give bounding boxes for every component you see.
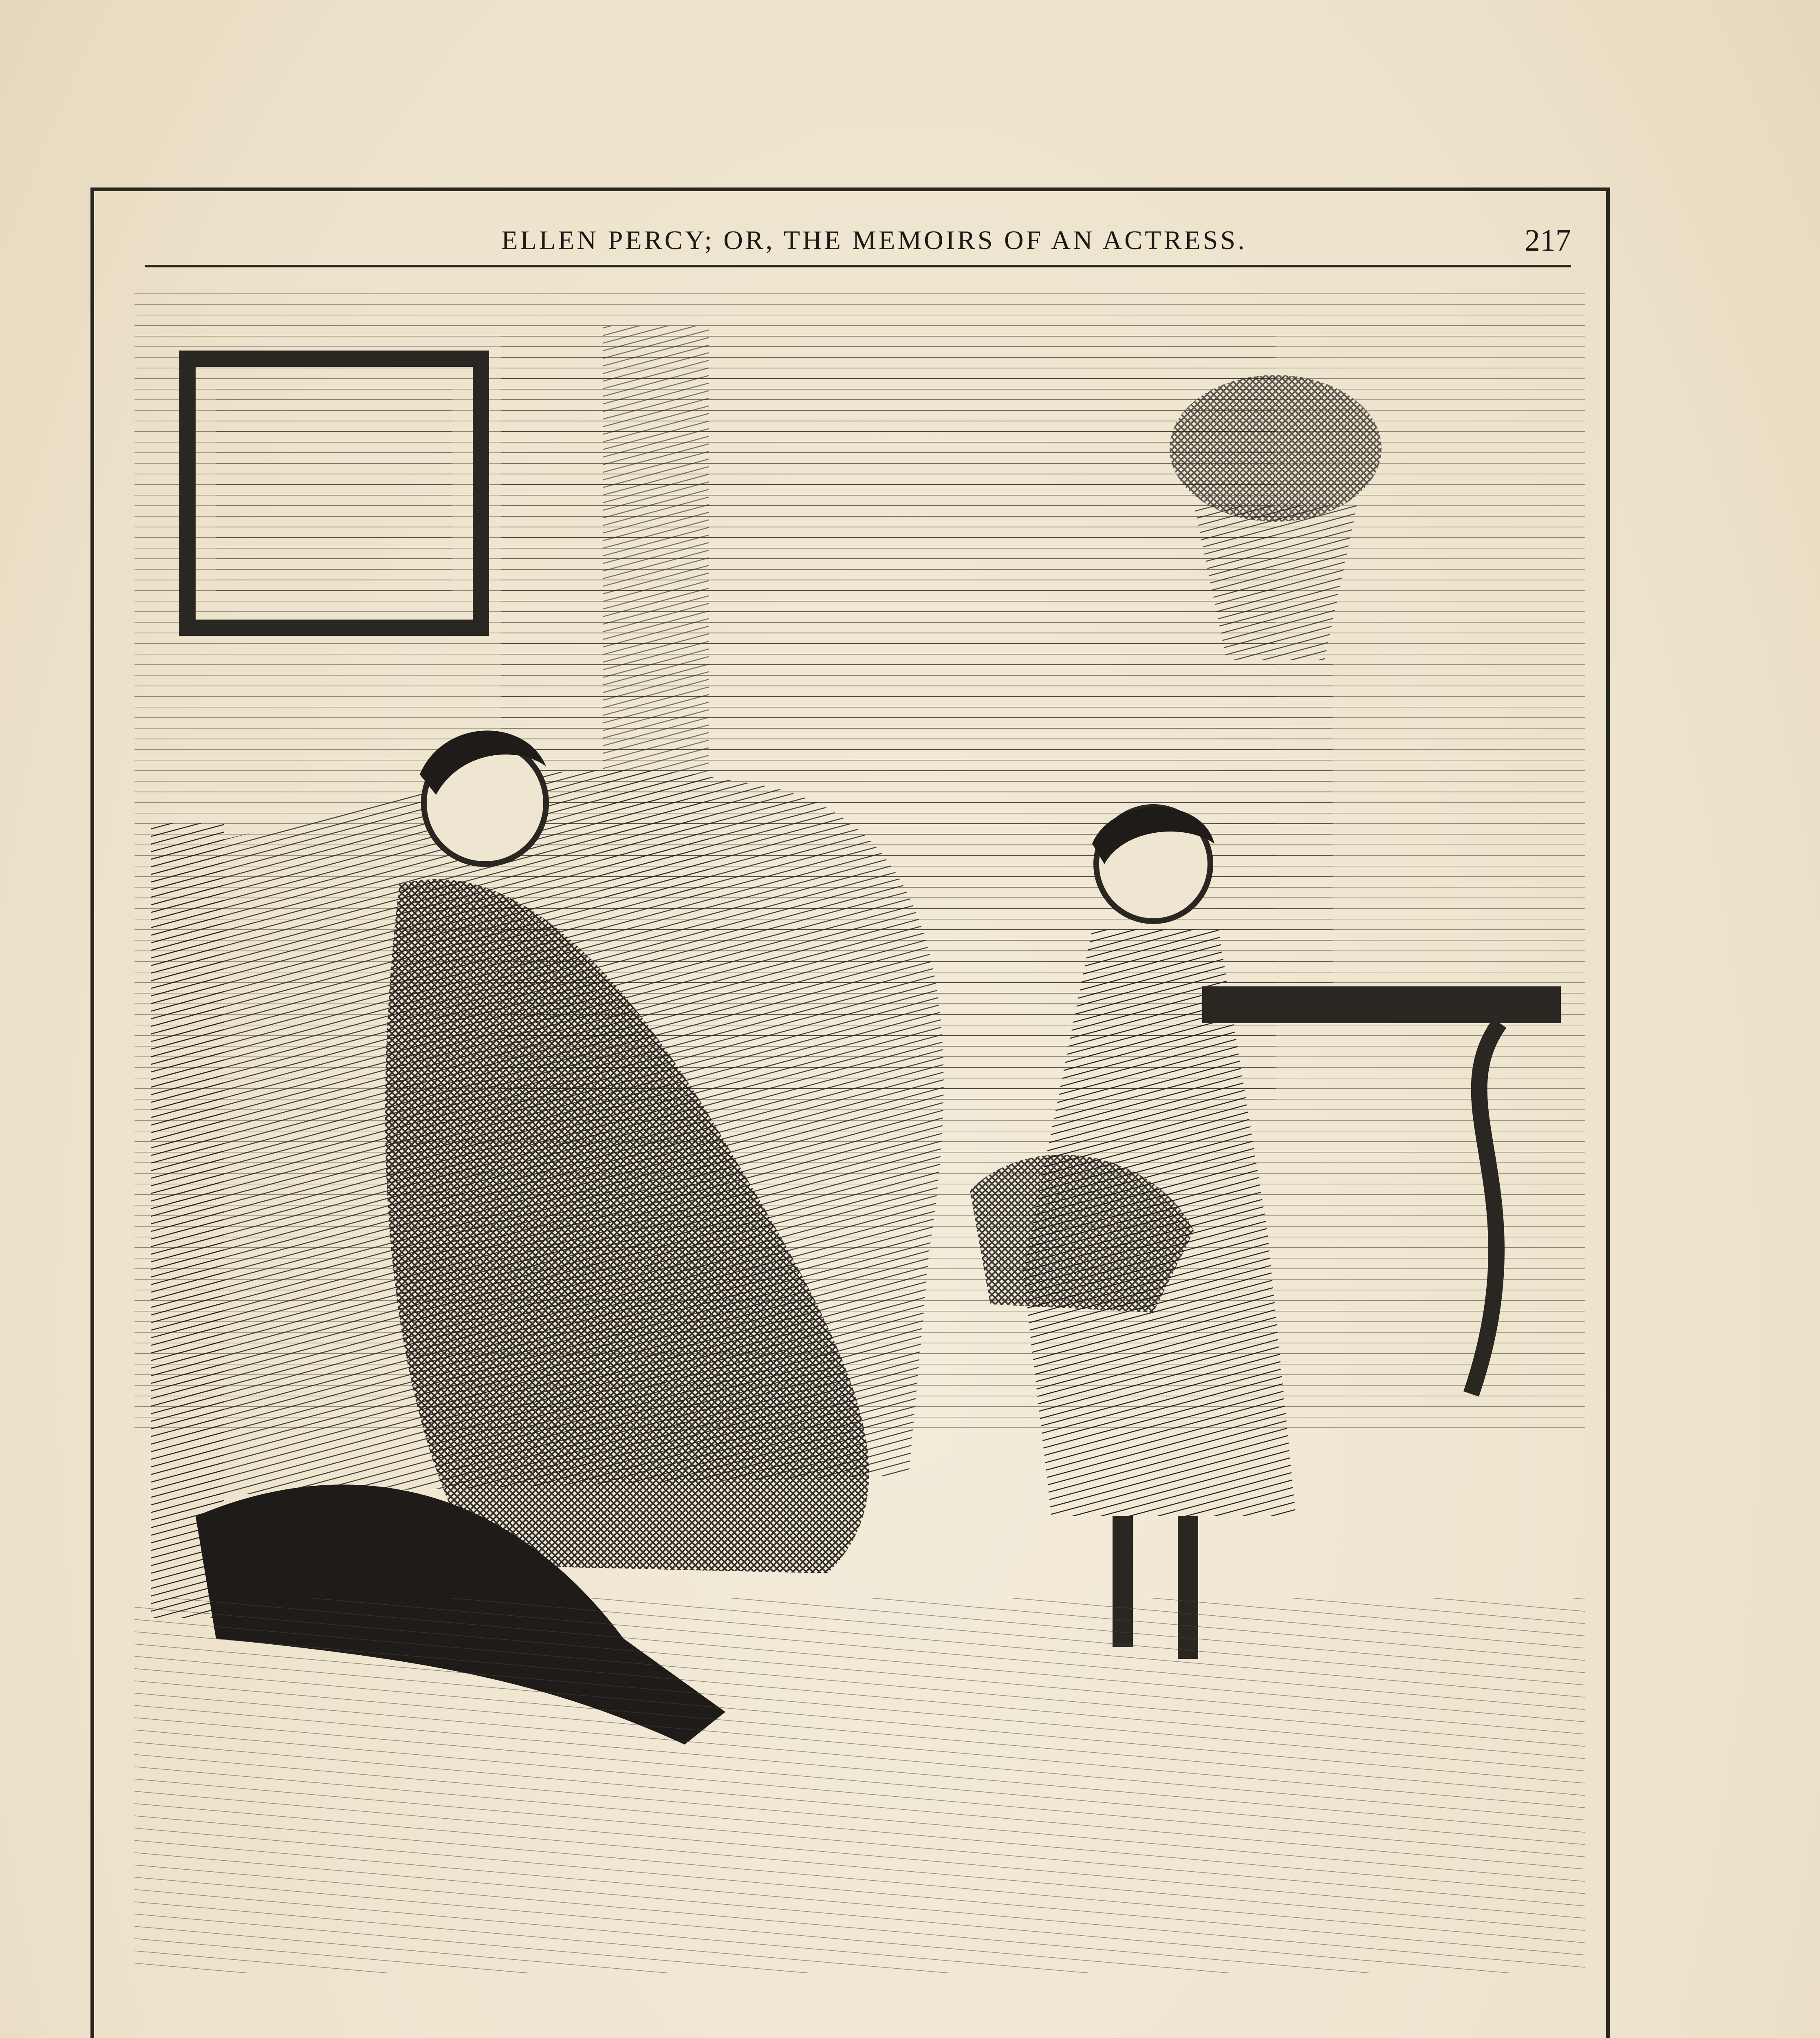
page-number: 217 [1525, 223, 1571, 258]
header-rule [145, 265, 1571, 267]
page-header [145, 220, 1571, 261]
engraving-two-women-parlour-icon [134, 293, 1585, 1973]
running-title: ELLEN PERCY; OR, THE MEMOIRS OF AN ACTRESS. [501, 225, 1247, 255]
engraving-illustration [134, 293, 1585, 1973]
